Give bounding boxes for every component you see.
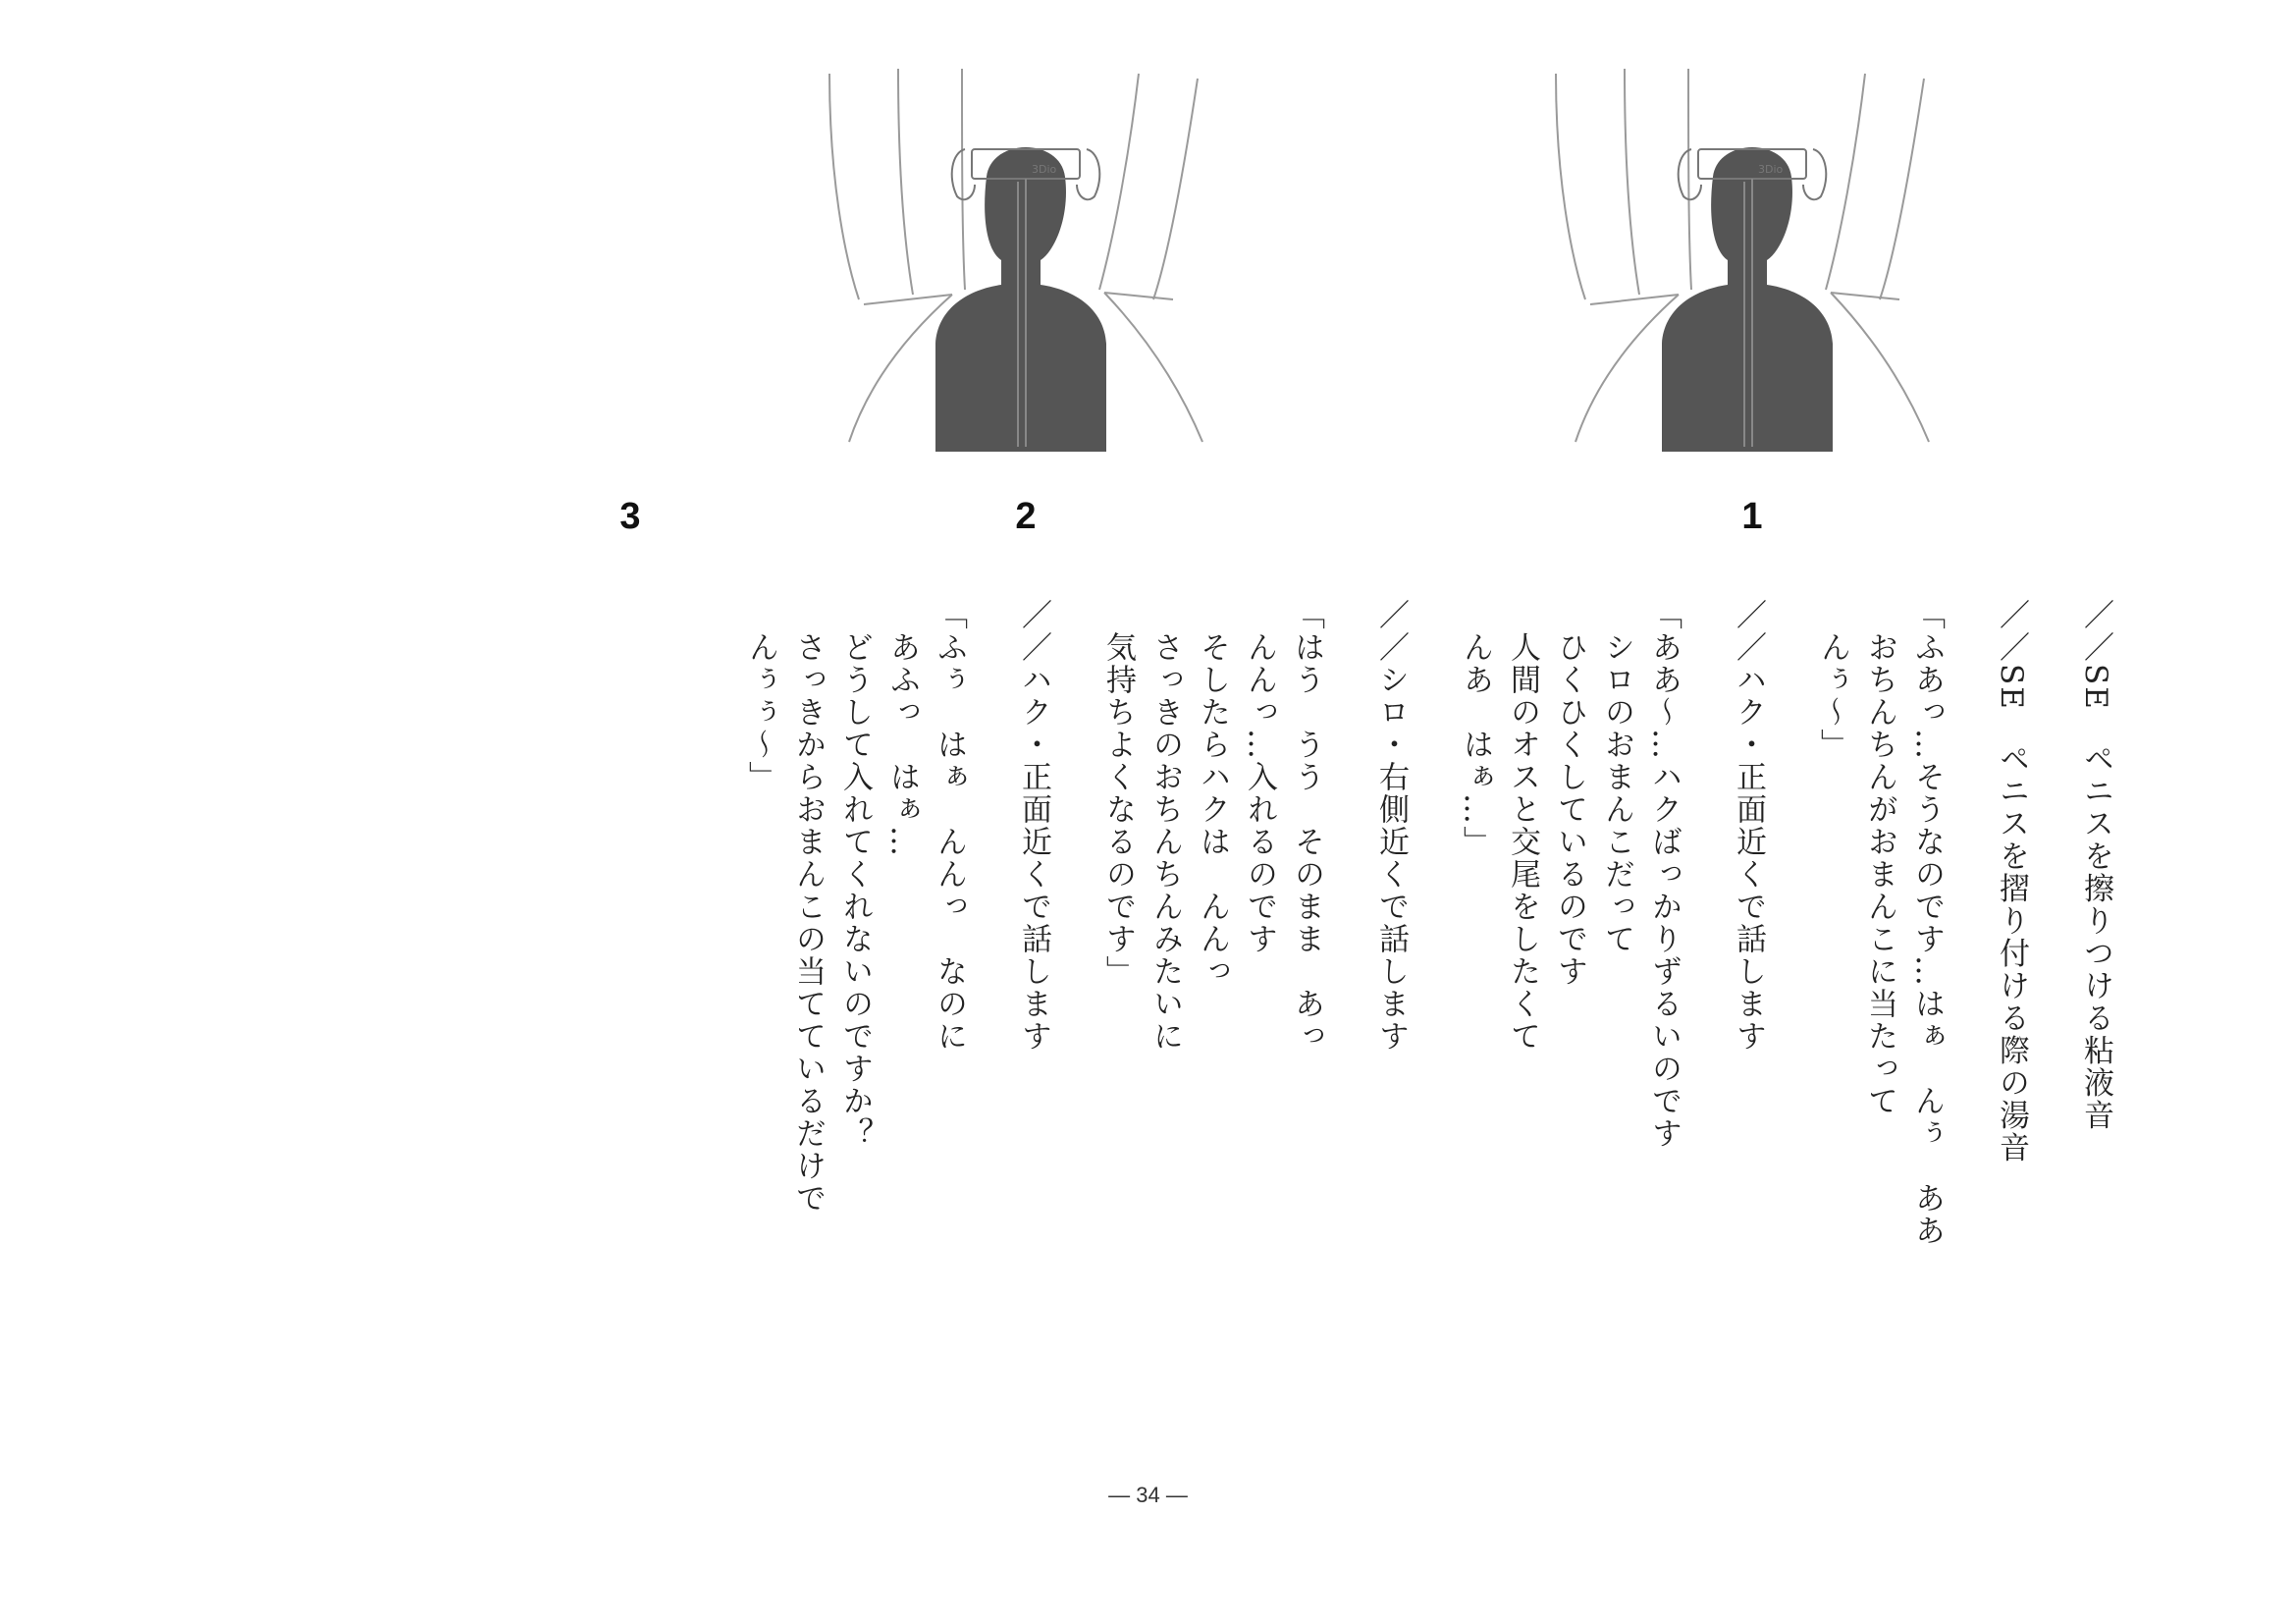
scene-illustration-2 [790,59,1261,471]
binaural-head-diagram [790,59,1261,471]
stage-direction: ／／ハク・正面近くで話します [1016,599,1051,1053]
curtain-line [1153,79,1198,299]
column-gap [1415,599,1452,1286]
stage-direction: ／／シロ・右側近くで話します [1373,599,1409,1053]
curtain-line [1099,74,1139,290]
dialogue-line: そしたらハクは んんっ [1195,599,1230,988]
column-gap [1057,599,1095,1286]
curtain-line [829,74,859,299]
column-gap [1687,599,1725,1286]
curtain-line [1826,74,1865,290]
device-label: 3Dio [1758,163,1784,176]
scene-number-1: 1 [1741,496,1763,537]
head-silhouette-icon [1662,147,1833,452]
bath-edge [1831,293,1929,442]
dialogue-line: さっきのおちんちんみたいに [1148,599,1183,1053]
curtain-line [898,69,913,295]
dialogue-line: ひくひくしているのです [1552,599,1587,988]
dialogue-line: んぅ〜」 [1815,599,1850,761]
column-gap [1772,599,1809,1286]
head-silhouette-icon [935,147,1106,452]
stage-direction: ／／SE ペニスを擦りつける粘液音 [2078,599,2113,1132]
dialogue-line: おちんちんがおまんこに当たって [1862,599,1897,1117]
dialogue-line: どうして入れてくれないのですか？ [837,599,873,1150]
curtain-line [1688,69,1691,290]
script-body [737,599,2119,1286]
scene-number-2: 2 [1015,496,1037,537]
binaural-head-diagram [1517,59,1988,471]
column-gap [1950,599,1988,1286]
dialogue-line: 「ふぅ はぁ んんっ なのに [932,599,967,1053]
bath-edge [1590,295,1679,304]
curtain-line [1625,69,1639,295]
dialogue-line: シロのおまんこだって [1599,599,1634,955]
bath-edge [1104,293,1202,442]
column-gap [1330,599,1367,1286]
stage-direction: ／／ハク・正面近くで話します [1731,599,1766,1053]
column-gap [973,599,1010,1286]
dialogue-line: 「ああ〜…ハクばっかりずるいのです [1646,599,1682,1150]
dialogue-line: んあ はぁ…」 [1458,599,1493,858]
dialogue-line: あふっ はぁ… [884,599,920,858]
bath-edge [1831,293,1899,299]
dialogue-line: 人間のオスと交尾をしたくて [1505,599,1540,1053]
device-label: 3Dio [1032,163,1057,176]
dialogue-line: さっきからおまんこの当てているだけで [790,599,826,1215]
dialogue-line: 気持ちよくなるのです」 [1100,599,1136,988]
column-gap [2035,599,2072,1286]
page-number: ― 34 ― [1108,1483,1188,1507]
dialogue-line: んんっ…入れるのです [1242,599,1277,955]
dialogue-line: 「はう うう そのまま あっ [1289,599,1324,1053]
scene-illustration-1 [1517,59,1988,471]
bath-edge [864,295,952,304]
curtain-line [1556,74,1585,299]
stage-direction: ／／SE ペニスを摺り付ける際の湯音 [1994,599,2029,1164]
curtain-line [1880,79,1924,299]
dialogue-line: んぅぅ〜」 [743,599,778,793]
curtain-line [962,69,965,290]
scene-number-3: 3 [619,496,641,537]
bath-edge [1104,293,1173,299]
dialogue-line: 「ふあっ…そうなのです…はぁ んぅ ああ [1909,599,1945,1247]
